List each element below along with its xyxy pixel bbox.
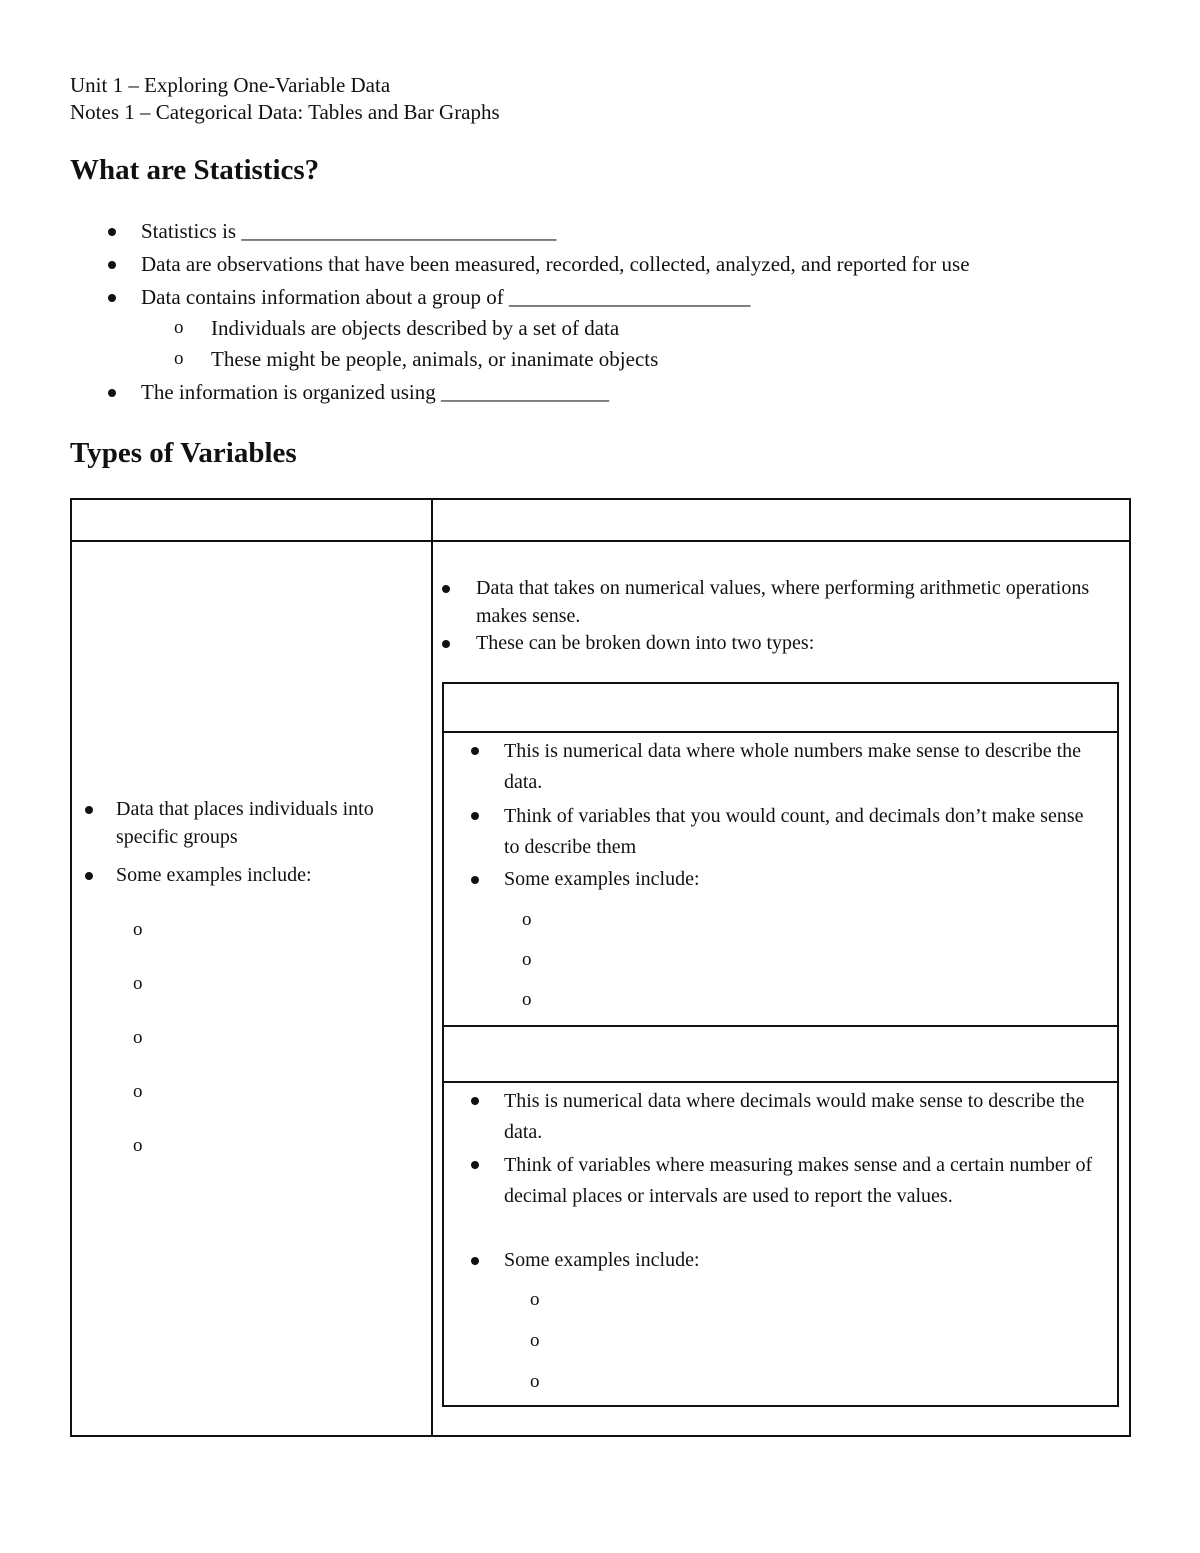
discrete-definition: This is numerical data where whole numbers make sense to describe the data. bbox=[504, 740, 1082, 793]
circle-bullet-icon: o bbox=[174, 348, 184, 369]
circle-bullet-icon: o bbox=[530, 1289, 540, 1310]
continuous-measure-note: Think of variables where measuring makes sense and a certain number of decimal places or intervals are used to report the values. bbox=[504, 1154, 1093, 1207]
bullet-icon bbox=[108, 294, 116, 302]
table-header-divider bbox=[70, 540, 1131, 542]
bullet-icon bbox=[442, 585, 450, 593]
unit-title: Unit 1 – Exploring One-Variable Data bbox=[70, 73, 391, 97]
discrete-examples-label: Some examples include: bbox=[504, 868, 700, 890]
subtable-divider bbox=[442, 1081, 1119, 1083]
circle-bullet-icon: o bbox=[133, 1081, 143, 1102]
circle-bullet-icon: o bbox=[133, 919, 143, 940]
circle-bullet-icon: o bbox=[522, 909, 532, 930]
bullet-icon bbox=[108, 261, 116, 269]
quantitative-types-label: These can be broken down into two types: bbox=[476, 632, 815, 654]
sub-bullet-people: These might be people, animals, or inanimate objects bbox=[211, 347, 659, 371]
categorical-examples-label: Some examples include: bbox=[116, 864, 312, 886]
discrete-count-note: Think of variables that you would count, and decimals don’t make sense to describe them bbox=[504, 805, 1084, 858]
bullet-icon bbox=[108, 228, 116, 236]
bullet-statistics-is: Statistics is ______________________________ bbox=[141, 219, 557, 243]
circle-bullet-icon: o bbox=[530, 1330, 540, 1351]
bullet-icon bbox=[85, 806, 93, 814]
circle-bullet-icon: o bbox=[133, 1027, 143, 1048]
continuous-definition: This is numerical data where decimals would make sense to describe the data. bbox=[504, 1090, 1085, 1143]
bullet-icon bbox=[471, 747, 479, 755]
bullet-organized-using: The information is organized using ________________ bbox=[141, 380, 609, 404]
subtable-divider bbox=[442, 731, 1119, 733]
section-heading-statistics: What are Statistics? bbox=[70, 154, 320, 186]
bullet-icon bbox=[471, 1161, 479, 1169]
bullet-icon bbox=[471, 1257, 479, 1265]
circle-bullet-icon: o bbox=[530, 1371, 540, 1392]
subtable-divider bbox=[442, 1025, 1119, 1027]
circle-bullet-icon: o bbox=[174, 317, 184, 338]
bullet-icon bbox=[471, 876, 479, 884]
circle-bullet-icon: o bbox=[522, 989, 532, 1010]
bullet-icon bbox=[442, 640, 450, 648]
bullet-data-are: Data are observations that have been measured, recorded, collected, analyzed, and reported for use bbox=[141, 252, 970, 276]
bullet-icon bbox=[471, 1097, 479, 1105]
bullet-icon bbox=[85, 872, 93, 880]
quantitative-definition: Data that takes on numerical values, where performing arithmetic operations makes sense. bbox=[476, 577, 1090, 627]
circle-bullet-icon: o bbox=[133, 1135, 143, 1156]
circle-bullet-icon: o bbox=[133, 973, 143, 994]
bullet-data-contains: Data contains information about a group of _______________________ bbox=[141, 285, 751, 309]
table-column-divider bbox=[431, 498, 433, 1437]
notes-title: Notes 1 – Categorical Data: Tables and Bar Graphs bbox=[70, 100, 500, 124]
categorical-definition: Data that places individuals into specific groups bbox=[116, 798, 374, 848]
bullet-icon bbox=[471, 812, 479, 820]
bullet-icon bbox=[108, 389, 116, 397]
circle-bullet-icon: o bbox=[522, 949, 532, 970]
sub-bullet-individuals: Individuals are objects described by a set of data bbox=[211, 316, 620, 340]
continuous-examples-label: Some examples include: bbox=[504, 1249, 700, 1271]
section-heading-variables: Types of Variables bbox=[70, 437, 297, 469]
